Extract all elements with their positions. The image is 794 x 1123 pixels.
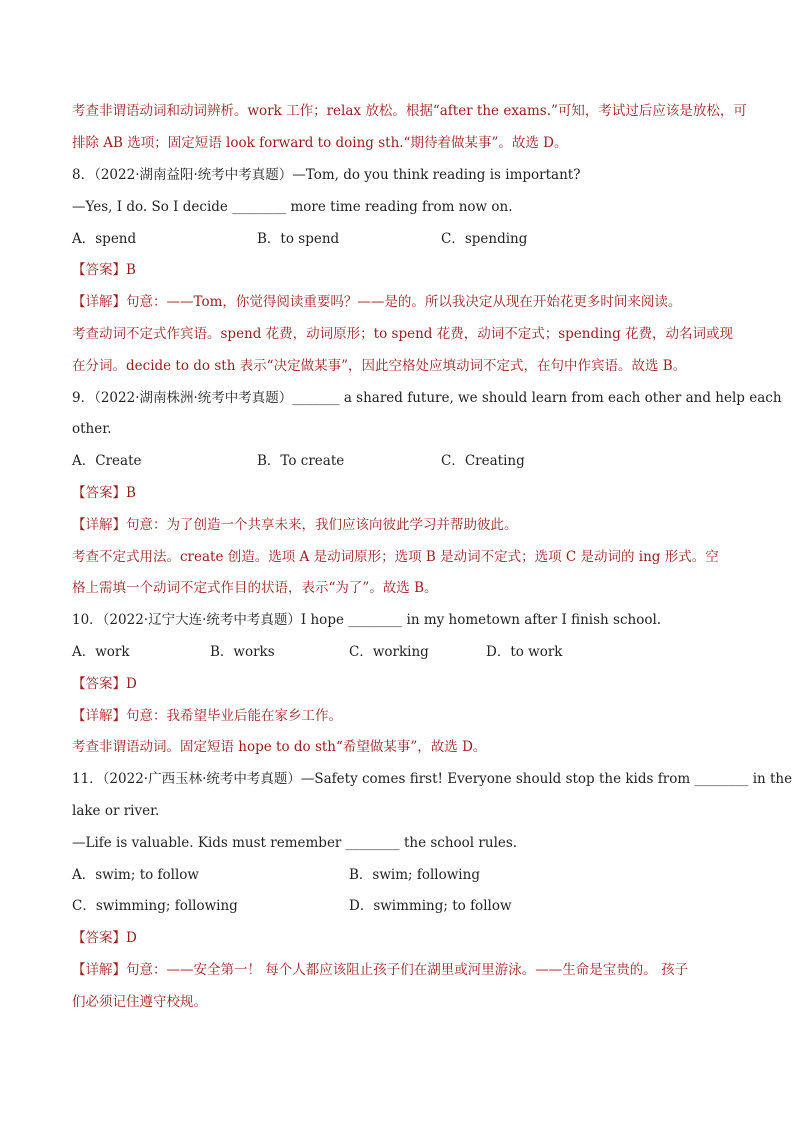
- answer-line: [72, 260, 136, 280]
- analysis-line: 考查非谓语动词和动词辨析。work 工作；relax 放松。根据“after the exams.”可知，考试过后应该是放松，可: [72, 103, 747, 119]
- answer-value: D: [126, 930, 137, 946]
- answer-label: 【答案】: [72, 676, 126, 692]
- analysis-line: 考查不定式用法。create 创造。选项 A 是动词原形；选项 B 是动词不定式；选项 C 是动词的 ing 形式。空: [72, 549, 719, 565]
- detail-text: 句意：——Tom，你觉得阅读重要吗？——是的。所以我决定从现在开始花更多时间来阅读。: [126, 294, 682, 310]
- detail-text: 句意：我希望毕业后能在家乡工作。: [126, 708, 342, 724]
- option-c: C．swimming; following: [72, 898, 238, 914]
- detail-label: 【详解】: [72, 962, 126, 978]
- option-b: B．To create: [257, 453, 345, 469]
- question-stem: 11．（2022·广西玉林·统考中考真题）—Safety comes first! Everyone should stop the kids from ________ in the: [72, 771, 793, 787]
- answer-line: [72, 674, 137, 694]
- option-c: C．spending: [441, 231, 528, 247]
- detail-text: 句意：——安全第一！ 每个人都应该阻止孩子们在湖里或河里游泳。——生命是宝贵的。 孩子: [126, 962, 689, 978]
- answer-label: 【答案】: [72, 262, 126, 278]
- question-stem: —Yes, I do. So I decide ________ more time reading from now on.: [72, 199, 513, 215]
- option-a: A．Create: [72, 453, 142, 469]
- option-b: B．to spend: [257, 231, 340, 247]
- detail-line: [72, 706, 342, 726]
- answer-value: B: [126, 262, 136, 278]
- question-stem: 8．（2022·湖南益阳·统考中考真题）—Tom, do you think reading is important?: [72, 167, 581, 183]
- detail-label: 【详解】: [72, 708, 126, 724]
- question-stem: lake or river.: [72, 803, 160, 819]
- question-stem: —Life is valuable. Kids must remember ________ the school rules.: [72, 835, 518, 851]
- answer-value: B: [126, 485, 136, 501]
- option-c: C．Creating: [441, 453, 525, 469]
- option-c: C．working: [349, 644, 429, 660]
- detail-label: 【详解】: [72, 294, 126, 310]
- answer-label: 【答案】: [72, 930, 126, 946]
- question-stem: 10．（2022·辽宁大连·统考中考真题）I hope ________ in my hometown after I finish school.: [72, 612, 662, 628]
- detail-text: 句意：为了创造一个共享未来，我们应该向彼此学习并帮助彼此。: [126, 517, 518, 533]
- option-b: B．works: [210, 644, 275, 660]
- option-d: D．to work: [486, 644, 563, 660]
- answer-line: [72, 928, 137, 948]
- analysis-line: 考查非谓语动词。固定短语 hope to do sth“希望做某事”，故选 D。: [72, 739, 487, 755]
- analysis-line: 在分词。decide to do sth 表示“决定做某事”，因此空格处应填动词不定式，在句中作宾语。故选 B。: [72, 358, 687, 374]
- option-d: D．swimming; to follow: [349, 898, 512, 914]
- detail-line: [72, 292, 681, 312]
- analysis-line: 们必须记住遵守校规。: [72, 994, 207, 1010]
- analysis-line: 格上需填一个动词不定式作目的状语，表示“为了”。故选 B。: [72, 580, 438, 596]
- detail-line: [72, 960, 688, 980]
- answer-label: 【答案】: [72, 485, 126, 501]
- answer-line: [72, 483, 136, 503]
- question-stem: 9．（2022·湖南株洲·统考中考真题）_______ a shared future, we should learn from each other and help each: [72, 390, 782, 406]
- detail-line: [72, 515, 518, 535]
- option-b: B．swim; following: [349, 867, 480, 883]
- option-a: A．work: [72, 644, 130, 660]
- option-a: A．spend: [72, 231, 137, 247]
- answer-value: D: [126, 676, 137, 692]
- question-stem: other.: [72, 421, 112, 437]
- option-a: A．swim; to follow: [72, 867, 199, 883]
- analysis-line: 考查动词不定式作宾语。spend 花费，动词原形；to spend 花费，动词不定式；spending 花费，动名词或现: [72, 326, 734, 342]
- analysis-line: 排除 AB 选项；固定短语 look forward to doing sth.“期待着做某事”。故选 D。: [72, 135, 568, 151]
- detail-label: 【详解】: [72, 517, 126, 533]
